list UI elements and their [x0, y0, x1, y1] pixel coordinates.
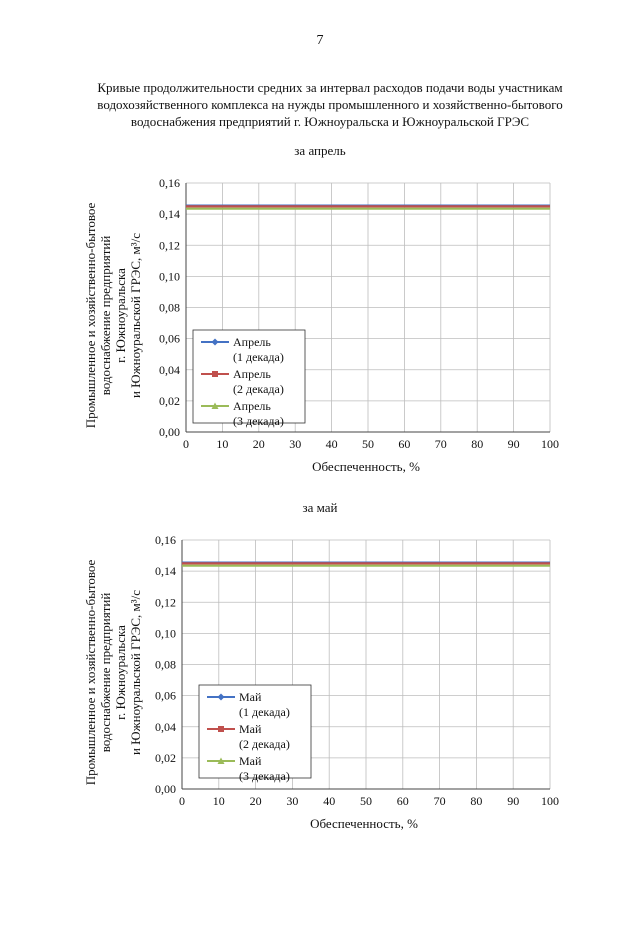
y-tick-label: 0,16 [159, 176, 180, 190]
x-tick-label: 60 [396, 794, 409, 808]
chart-subtitle-may: за май [302, 500, 338, 515]
y-tick-label: 0,00 [155, 782, 176, 796]
legend-label: Май [239, 690, 262, 704]
y-tick-label: 0,02 [155, 750, 176, 765]
y-axis-label [83, 202, 143, 428]
x-tick-label: 50 [362, 437, 374, 451]
legend-label: (2 декада) [233, 382, 284, 396]
legend-label: (1 декада) [239, 705, 290, 719]
x-tick-label: 40 [323, 794, 336, 808]
y-tick-label: 0,06 [159, 331, 180, 346]
document-title-line: Кривые продолжительности средних за интервал расходов подачи воды участникам [97, 80, 563, 95]
document-title-line: водохозяйственного комплекса на нужды промышленного и хозяйственно-бытового [97, 97, 563, 112]
y-axis-label-line: Промышленное и хозяйственно-бытовое [83, 559, 98, 786]
legend-label: (3 декада) [239, 769, 290, 783]
y-axis-label-line: водоснабжение предприятий [98, 592, 113, 753]
legend-label: (3 декада) [233, 414, 284, 428]
y-tick-label: 0,00 [159, 425, 180, 439]
y-tick-label: 0,06 [155, 688, 176, 703]
x-tick-label: 20 [252, 437, 265, 451]
y-axis-label-line: и Южноуральской ГРЭС, м³/с [128, 589, 143, 756]
y-tick-label: 0,14 [155, 564, 176, 579]
april-chart [0, 165, 640, 480]
legend-label: Апрель [233, 367, 271, 381]
x-tick-label: 10 [216, 437, 229, 451]
y-axis-label-line: г. Южноуральска [113, 268, 128, 363]
document-title-line: водоснабжения предприятий г. Южноуральска и Южноуральской ГРЭС [130, 114, 530, 129]
document-title [70, 79, 590, 130]
x-tick-label: 30 [286, 794, 299, 808]
x-tick-label: 80 [470, 794, 483, 808]
x-tick-label: 70 [434, 437, 447, 451]
chart-legend [193, 330, 305, 428]
y-tick-label: 0,04 [159, 362, 180, 377]
x-tick-label: 0 [179, 794, 185, 808]
y-tick-label: 0,04 [155, 719, 176, 734]
page-number: 7 [316, 33, 324, 48]
y-tick-label: 0,08 [159, 300, 180, 315]
x-tick-label: 40 [325, 437, 338, 451]
chart-legend [199, 685, 311, 783]
legend-marker [218, 726, 224, 732]
y-tick-label: 0,02 [159, 393, 180, 408]
x-tick-label: 70 [433, 794, 446, 808]
y-axis-label-line: и Южноуральской ГРЭС, м³/с [128, 232, 143, 399]
x-axis-label: Обеспеченность, % [312, 459, 420, 474]
y-tick-label: 0,08 [155, 657, 176, 672]
y-axis-label-line: Промышленное и хозяйственно-бытовое [83, 202, 98, 429]
legend-marker [212, 371, 218, 377]
y-axis-label [83, 559, 143, 785]
x-tick-label: 0 [183, 437, 189, 451]
y-tick-label: 0,12 [155, 595, 176, 610]
legend-label: Май [239, 754, 262, 768]
legend-label: (1 декада) [233, 350, 284, 364]
x-tick-label: 60 [398, 437, 411, 451]
y-axis-label-line: водоснабжение предприятий [98, 235, 113, 396]
legend-label: Апрель [233, 335, 271, 349]
chart-subtitle-april: за апрель [294, 143, 346, 158]
x-tick-label: 50 [360, 794, 372, 808]
legend-label: (2 декада) [239, 737, 290, 751]
y-tick-label: 0,16 [155, 533, 176, 547]
legend-label: Май [239, 722, 262, 736]
x-tick-label: 30 [289, 437, 302, 451]
x-tick-label: 80 [471, 437, 484, 451]
legend-label: Апрель [233, 399, 271, 413]
x-axis-label: Обеспеченность, % [310, 816, 418, 831]
x-tick-label: 90 [507, 437, 520, 451]
y-tick-label: 0,10 [155, 626, 176, 641]
y-axis-label-line: г. Южноуральска [113, 625, 128, 720]
x-tick-label: 100 [541, 437, 559, 451]
y-tick-label: 0,10 [159, 269, 180, 284]
y-tick-label: 0,14 [159, 207, 180, 222]
x-tick-label: 100 [541, 794, 559, 808]
x-tick-label: 10 [212, 794, 225, 808]
x-tick-label: 90 [507, 794, 520, 808]
y-tick-label: 0,12 [159, 238, 180, 253]
may-chart [0, 522, 640, 837]
x-tick-label: 20 [249, 794, 262, 808]
